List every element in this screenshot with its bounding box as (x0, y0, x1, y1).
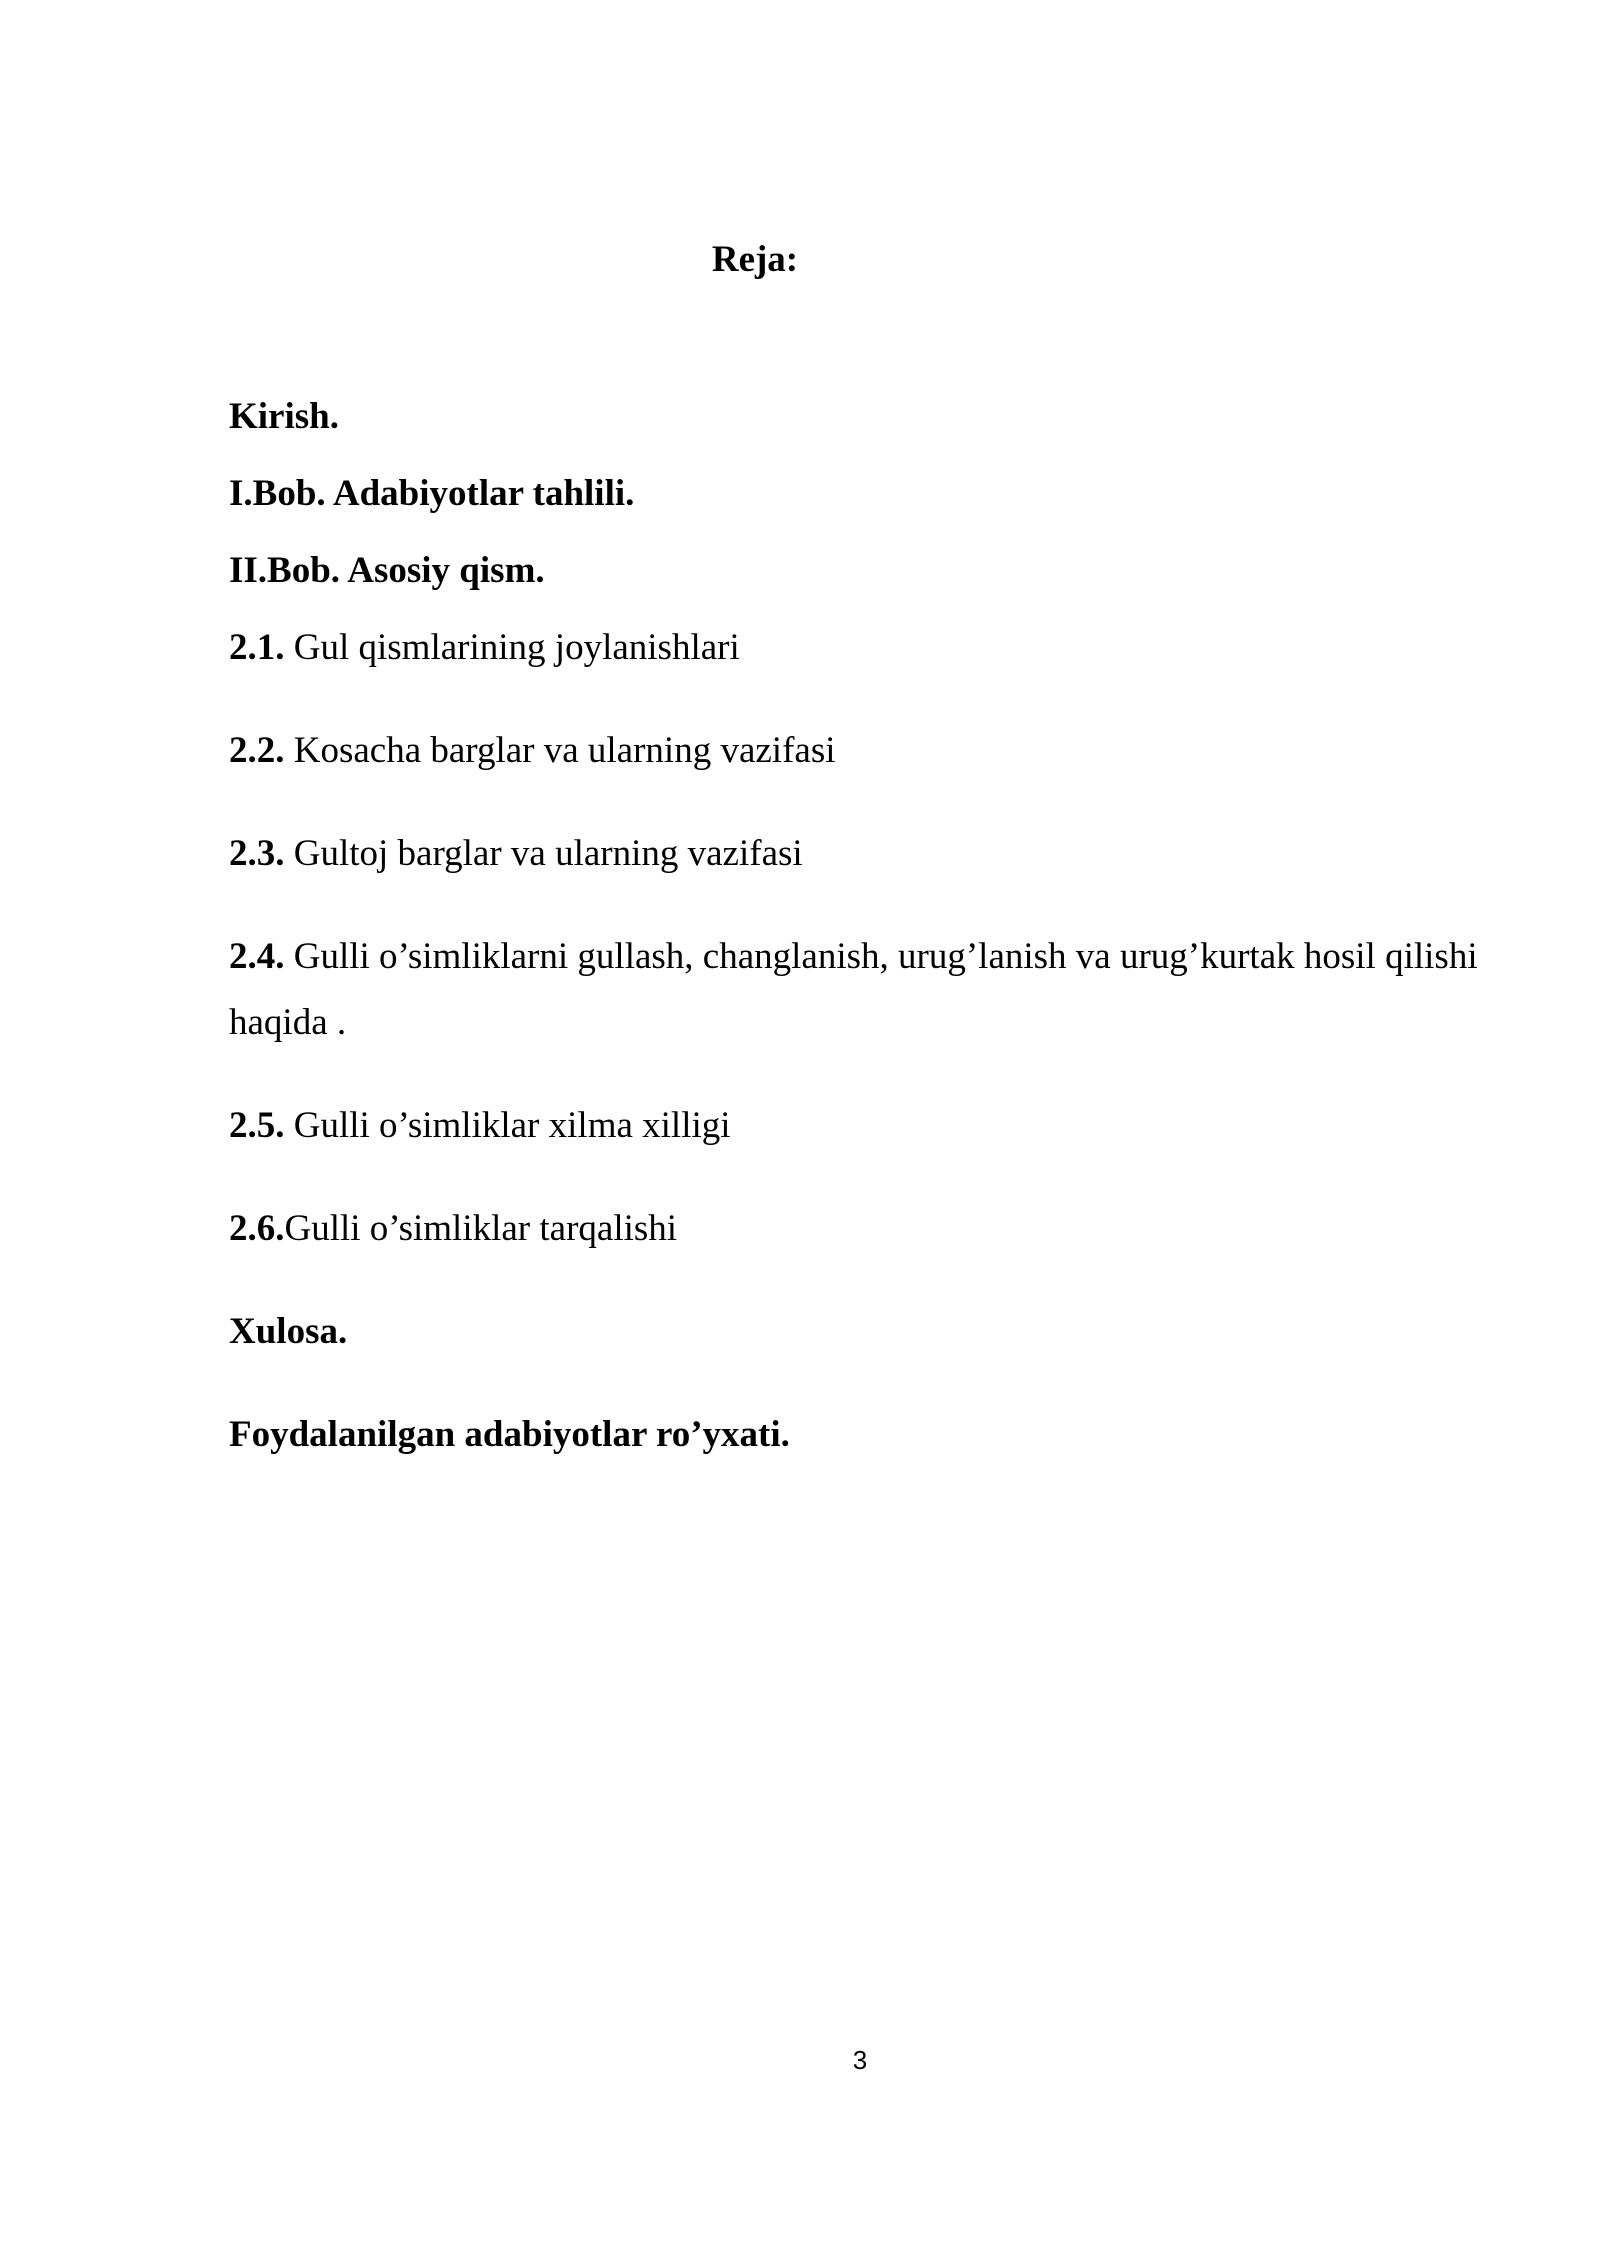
section-number: 2.1. (229, 627, 285, 668)
section-title: Gul qismlarining joylanishlari (284, 627, 740, 668)
toc-item-section-2-6 (229, 1196, 1519, 1262)
section-number: 2.4. (229, 936, 285, 977)
toc-item-section-2-3 (229, 821, 1519, 887)
page-number: 3 (852, 2045, 868, 2075)
toc-item-section-2-1 (229, 615, 1519, 681)
section-number: 2.3. (229, 833, 285, 874)
section-title: Kosacha barglar va ularning vazifasi (284, 730, 836, 771)
section-title: Gulli o’simliklar tarqalishi (284, 1208, 678, 1249)
toc-item-chapter-1: I.Bob. Adabiyotlar tahlili. (229, 473, 635, 514)
section-number: 2.5. (229, 1105, 285, 1146)
toc-item-section-2-5 (229, 1093, 1519, 1159)
toc-item-section-2-2 (229, 718, 1519, 784)
section-title: Gulli o’simliklarni gullash, changlanish, urug’lanish va urug’kurtak hosil qilishi haqida . (229, 936, 1478, 1043)
section-number: 2.6. (229, 1208, 285, 1249)
toc-item-xulosa: Xulosa. (229, 1311, 348, 1352)
toc-item-section-2-4 (229, 924, 1519, 1056)
document-title: Reja: (711, 239, 799, 280)
section-title: Gulli o’simliklar xilma xilligi (284, 1105, 731, 1146)
toc-item-chapter-2: II.Bob. Asosiy qism. (229, 550, 545, 591)
toc-item-kirish: Kirish. (229, 396, 339, 437)
section-title: Gultoj barglar va ularning vazifasi (284, 833, 803, 874)
table-of-contents (229, 384, 1519, 1468)
section-number: 2.2. (229, 730, 285, 771)
toc-item-references: Foydalanilgan adabiyotlar ro’yxati. (229, 1414, 790, 1455)
